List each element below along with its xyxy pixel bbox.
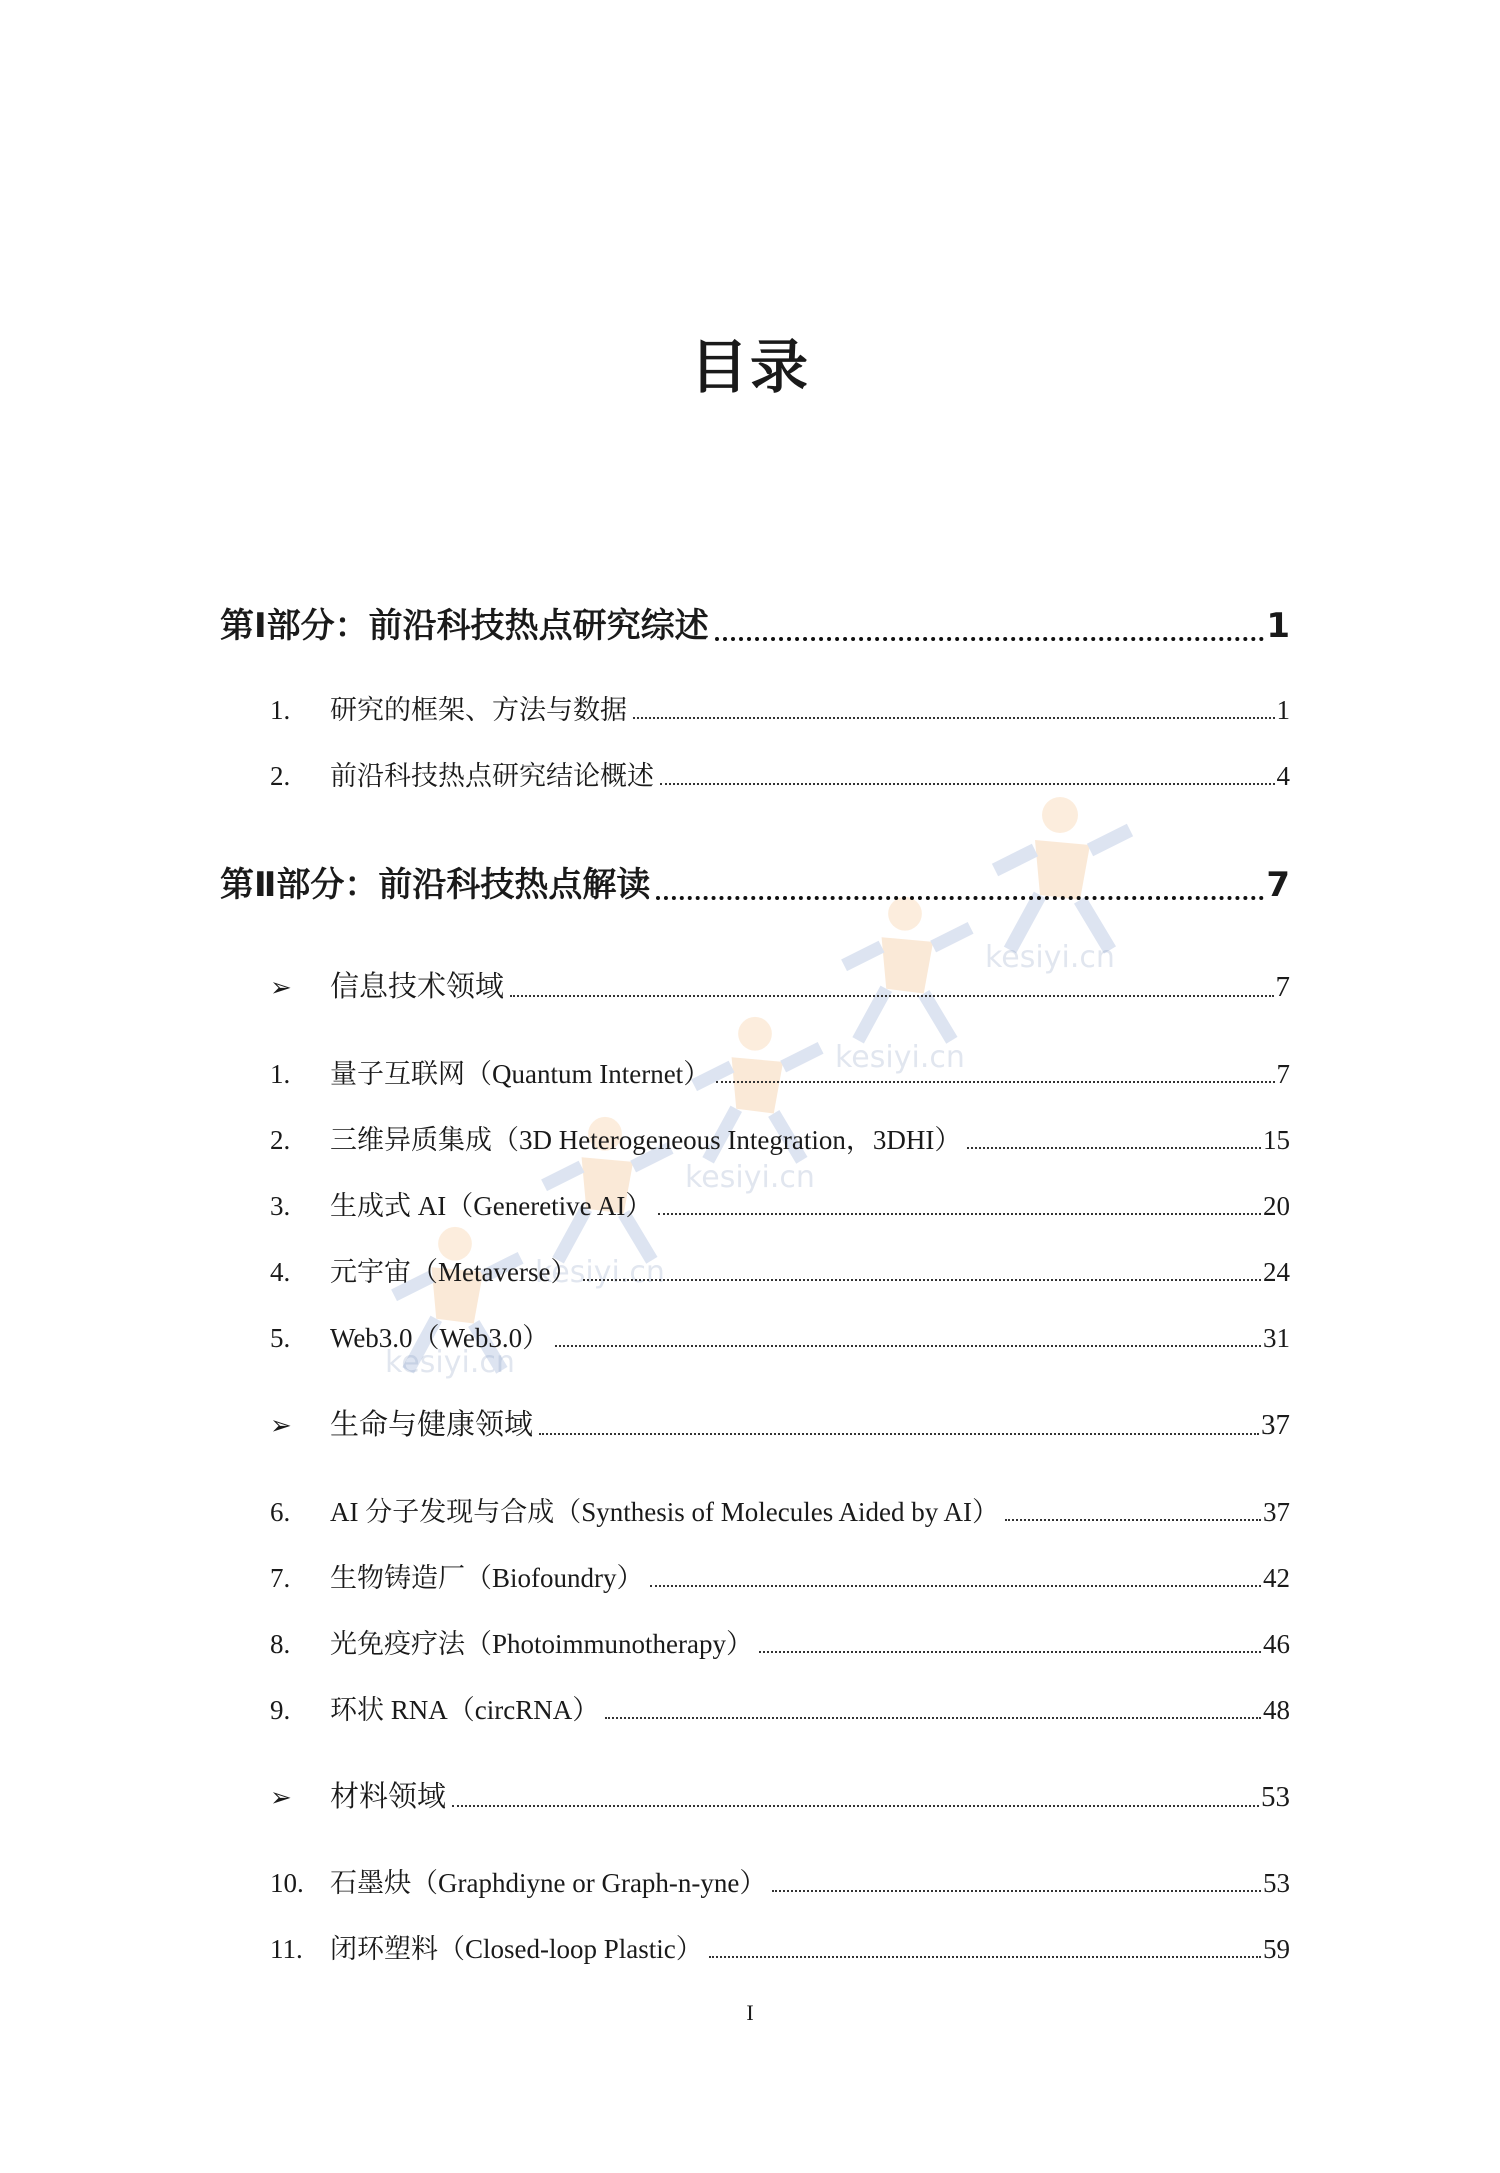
toc-leader: [660, 783, 1275, 785]
toc-item-label: 量子互联网（Quantum Internet）: [330, 1059, 711, 1089]
toc-category-label: 生命与健康领域: [330, 1409, 534, 1441]
toc-leader: [633, 717, 1275, 719]
toc-item-label: 光免疫疗法（Photoimmunotherapy）: [330, 1629, 753, 1659]
toc-page-number: 7: [1275, 971, 1290, 1003]
toc-leader: [650, 1585, 1262, 1587]
watermark-text: kesiyi.cn: [535, 1255, 665, 1290]
toc-part-1[interactable]: [220, 598, 1290, 647]
toc-page-number: 1: [1276, 695, 1290, 725]
toc-item-label: 研究的框架、方法与数据: [330, 695, 627, 725]
toc-leader: [583, 1279, 1261, 1281]
toc-item-number: 2.: [270, 1125, 291, 1155]
toc-leader: [658, 1213, 1261, 1215]
toc-item[interactable]: [270, 688, 1290, 727]
toc-part-label: 第Ⅱ部分：前沿科技热点解读: [220, 865, 651, 905]
toc-page-number: 46: [1263, 1629, 1290, 1659]
watermark-text: kesiyi.cn: [835, 1040, 965, 1075]
arrow-bullet-icon: ➢: [270, 1783, 292, 1813]
page-footer-number: I: [746, 2000, 754, 2025]
toc-item[interactable]: [270, 1861, 1290, 1900]
toc-item-label: 三维异质集成（3D Heterogeneous Integration，3DHI）: [330, 1125, 962, 1155]
toc-item[interactable]: [270, 1118, 1290, 1157]
toc-item-number: 7.: [270, 1563, 291, 1593]
toc-leader: [967, 1147, 1261, 1149]
toc-item-number: 6.: [270, 1497, 291, 1527]
toc-item-number: 11.: [270, 1934, 303, 1964]
toc-leader: [1005, 1519, 1261, 1521]
toc-item-label: 生成式 AI（Generetive AI）: [330, 1191, 653, 1221]
toc-category-materials[interactable]: [270, 1774, 1290, 1815]
toc-leader: [555, 1345, 1261, 1347]
toc-leader: [715, 637, 1265, 641]
toc-item-label: 生物铸造厂（Biofoundry）: [330, 1563, 644, 1593]
toc-page-number: 15: [1263, 1125, 1290, 1155]
toc-category-label: 材料领域: [330, 1781, 447, 1813]
toc-part-label: 第Ⅰ部分：前沿科技热点研究综述: [220, 606, 709, 646]
toc-item-number: 5.: [270, 1323, 291, 1353]
toc-part-2[interactable]: [220, 857, 1290, 906]
toc-page-number: 24: [1263, 1257, 1290, 1287]
toc-leader: [656, 896, 1264, 900]
toc-page-number: 1: [1266, 606, 1290, 646]
page-title: 目录: [689, 333, 810, 401]
toc-item[interactable]: [270, 1250, 1290, 1289]
toc-item-label: 元宇宙（Metaverse）: [330, 1257, 578, 1287]
toc-page-number: 31: [1263, 1323, 1290, 1353]
toc-item[interactable]: [270, 1316, 1290, 1355]
toc-item-label: 环状 RNA（circRNA）: [330, 1695, 600, 1725]
toc-page-number: 7: [1266, 865, 1290, 905]
toc-page-number: 7: [1276, 1059, 1290, 1089]
toc-item-number: 8.: [270, 1629, 291, 1659]
toc-item-number: 1.: [270, 1059, 291, 1089]
toc-page-number: 37: [1261, 1409, 1290, 1441]
watermark-text: kesiyi.cn: [985, 940, 1115, 975]
toc-page-number: 53: [1263, 1868, 1290, 1898]
toc-leader: [709, 1956, 1261, 1958]
arrow-bullet-icon: ➢: [270, 1411, 292, 1441]
toc-item[interactable]: [270, 1556, 1290, 1595]
toc-item-label: 前沿科技热点研究结论概述: [330, 761, 654, 791]
toc-item-number: 1.: [270, 695, 291, 725]
watermark-text: kesiyi.cn: [385, 1345, 515, 1380]
toc-item[interactable]: [270, 1688, 1290, 1727]
toc-category-life[interactable]: [270, 1402, 1290, 1443]
toc-item-label: 闭环塑料（Closed-loop Plastic）: [330, 1934, 703, 1964]
toc-page-number: 59: [1263, 1934, 1290, 1964]
toc-page-number: 53: [1261, 1781, 1290, 1813]
toc-leader: [759, 1651, 1261, 1653]
toc-item-number: 2.: [270, 761, 291, 791]
toc-item-number: 9.: [270, 1695, 291, 1725]
toc-leader: [510, 995, 1273, 997]
toc-item[interactable]: [270, 1490, 1290, 1529]
toc-item-label: AI 分子发现与合成（Synthesis of Molecules Aided by AI）: [330, 1497, 999, 1527]
toc-page-number: 37: [1263, 1497, 1290, 1527]
watermark-text: kesiyi.cn: [685, 1160, 815, 1195]
toc-item[interactable]: [270, 1927, 1290, 1966]
toc-item[interactable]: [270, 754, 1290, 793]
toc-item-number: 4.: [270, 1257, 291, 1287]
toc-category-label: 信息技术领域: [330, 971, 505, 1003]
toc-page-number: 48: [1263, 1695, 1290, 1725]
toc-item[interactable]: [270, 1052, 1290, 1091]
toc-leader: [539, 1433, 1259, 1435]
toc-page-number: 20: [1263, 1191, 1290, 1221]
toc-item[interactable]: [270, 1622, 1290, 1661]
toc-leader: [452, 1805, 1259, 1807]
toc-leader: [772, 1890, 1261, 1892]
toc-item-label: Web3.0（Web3.0）: [330, 1323, 550, 1353]
toc-item-label: 石墨炔（Graphdiyne or Graph-n-yne）: [330, 1868, 767, 1898]
toc-item-number: 3.: [270, 1191, 291, 1221]
toc-item-number: 10.: [270, 1868, 304, 1898]
arrow-bullet-icon: ➢: [270, 973, 292, 1003]
toc-leader: [716, 1081, 1274, 1083]
toc-page-number: 42: [1263, 1563, 1290, 1593]
toc-page-number: 4: [1276, 761, 1290, 791]
toc-leader: [605, 1717, 1261, 1719]
toc-category-info[interactable]: [270, 964, 1290, 1005]
toc-item[interactable]: [270, 1184, 1290, 1223]
